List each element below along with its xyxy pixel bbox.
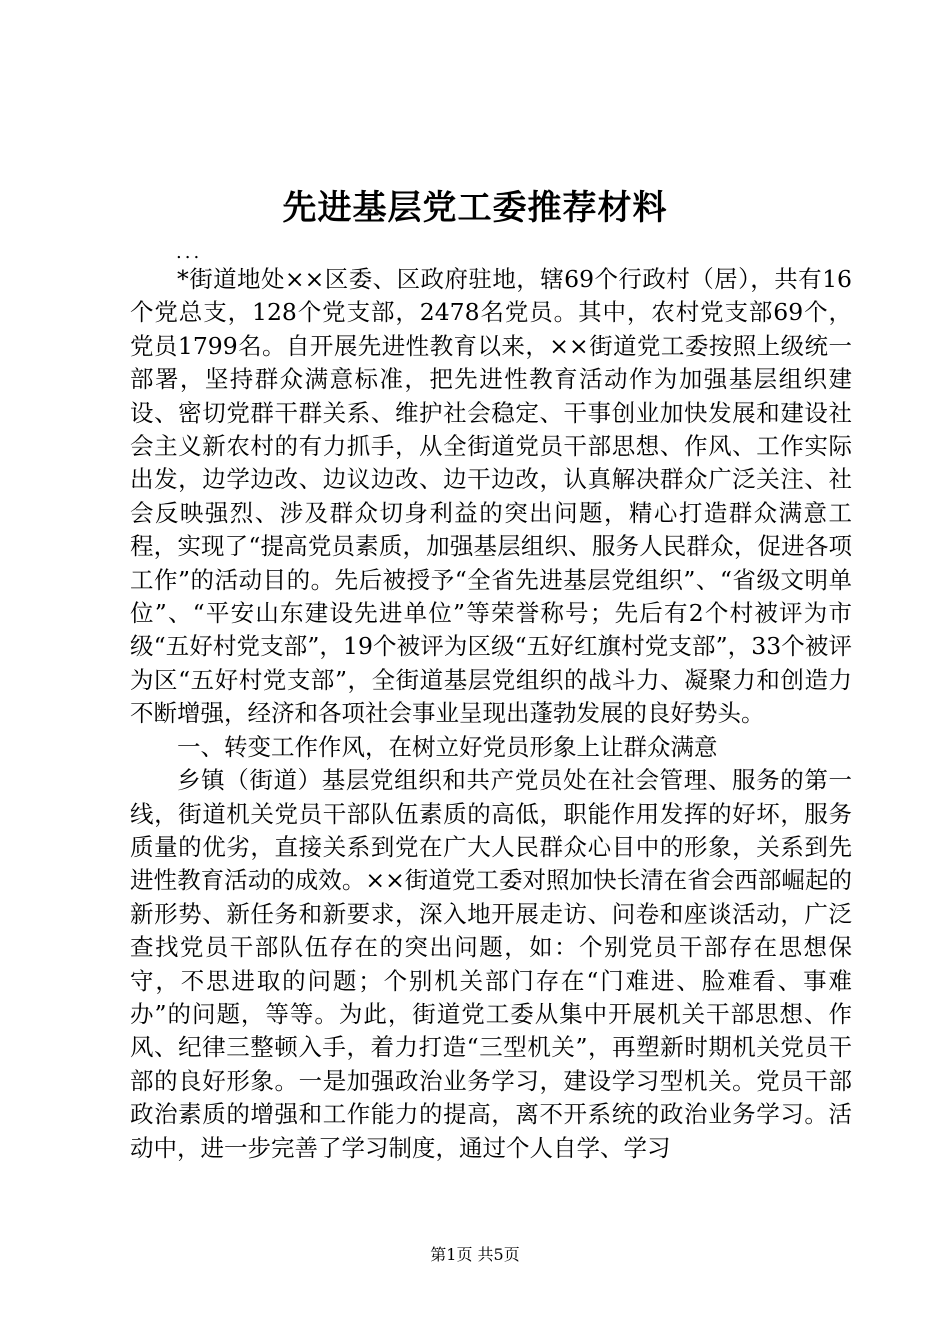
- paragraph-section-1: 乡镇（街道）基层党组织和共产党员处在社会管理、服务的第一线，街道机关党员干部队伍素质的高低，职能作用发挥的好坏，服务质量的优劣，直接关系到党在广大人民群众心目中的形象，关系到先进性教育活动的成效。××街道党工委对照加快长清在省会西部崛起的新形势、新任务和新要求，深入地开展走访、问卷和座谈活动，广泛查找党员干部队伍存在的突出问题，如：个别党员干部存在思想保守，不思进取的问题；个别机关部门存在“门难进、脸难看、事难办”的问题，等等。为此，街道党工委从集中开展机关干部思想、作风、纪律三整顿入手，着力打造“三型机关”，再塑新时期机关党员干部的良好形象。一是加强政治业务学习，建设学习型机关。党员干部政治素质的增强和工作能力的提高，离不开系统的政治业务学习。活动中，进一步完善了学习制度，通过个人自学、学习: [130, 766, 852, 1162]
- paragraph-intro: *街道地处××区委、区政府驻地，辖69个行政村（居），共有16个党总支，128个党支部，2478名党员。其中，农村党支部69个，党员1799名。自开展先进性教育以来，××街道党工委按照上级统一部署，坚持群众满意标准，把先进性教育活动作为加强基层组织建设、密切党群干群关系、维护社会稳定、干事创业加快发展和建设社会主义新农村的有力抓手，从全街道党员干部思想、作风、工作实际出发，边学边改、边议边改、边干边改，认真解决群众广泛关注、社会反映强烈、涉及群众切身利益的突出问题，精心打造群众满意工程，实现了“提高党员素质，加强基层组织、服务人民群众，促进各项工作”的活动目的。先后被授予“全省先进基层党组织”、“省级文明单位”、“平安山东建设先进单位”等荣誉称号；先后有2个村被评为市级“五好村党支部”，19个被评为区级“五好红旗村党支部”，33个被评为区“五好村党支部”，全街道基层党组织的战斗力、凝聚力和创造力不断增强，经济和各项社会事业呈现出蓬勃发展的良好势头。: [130, 265, 852, 728]
- document-body: [130, 263, 852, 1165]
- ellipsis-mark: ...: [176, 242, 203, 263]
- section-heading-1: 一、转变工作作风，在树立好党员形象上让群众满意: [177, 732, 718, 761]
- page-footer: 第1页 共5页: [430, 1245, 520, 1264]
- document-title: 先进基层党工委推荐材料: [282, 188, 668, 228]
